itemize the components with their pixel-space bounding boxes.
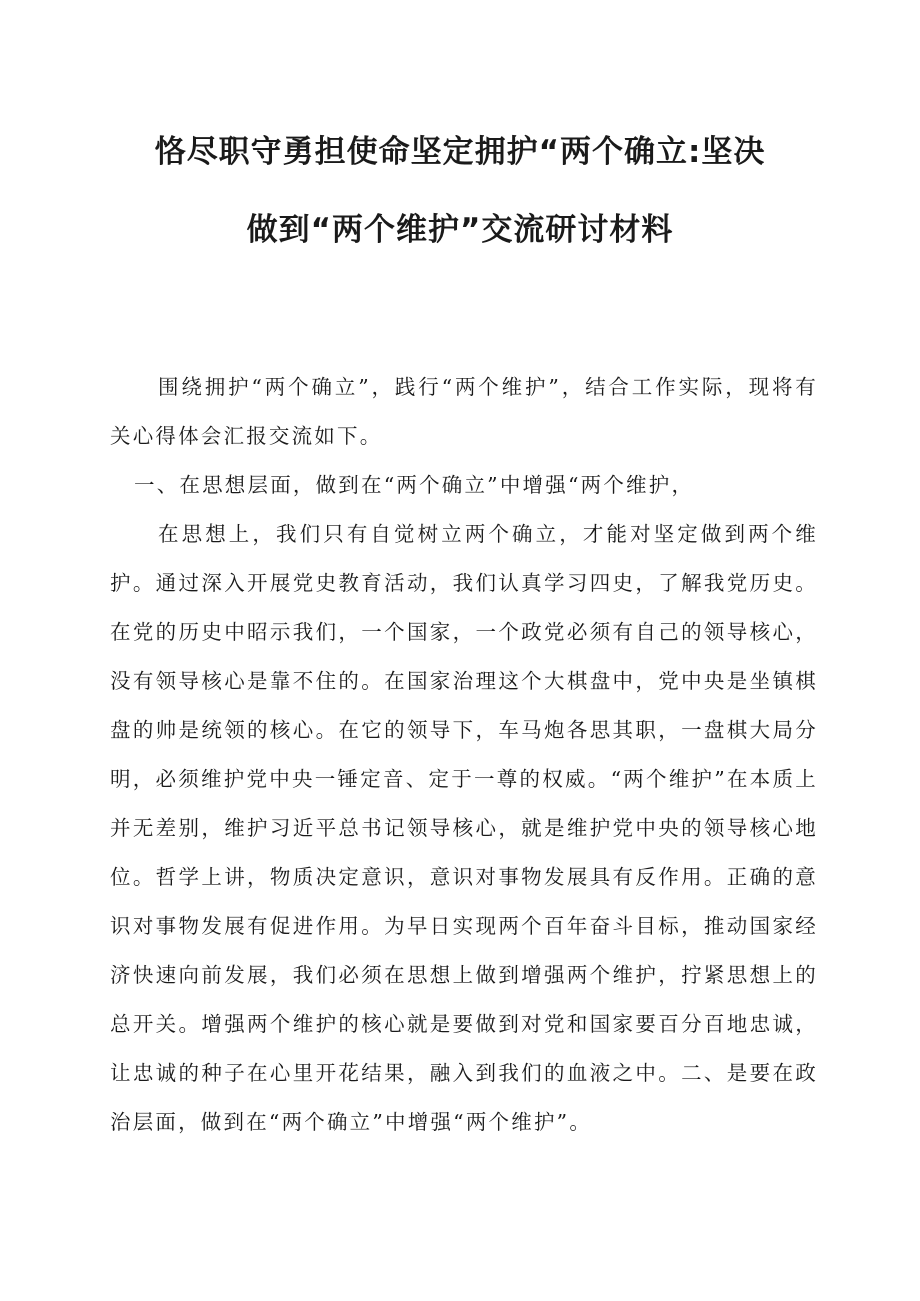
document-title-line-1: 恪尽职守勇担使命坚定拥护“两个确立:坚决 [154,134,766,170]
section-1-heading: 一、在思想层面，做到在“两个确立”中增强“两个维护， [134,473,695,497]
document-title-line-2: 做到“两个维护”交流研讨材料 [246,212,674,248]
section-1-paragraph: 在思想上，我们只有自觉树立两个确立，才能对坚定做到两个维护。通过深入开展党史教育活动，我们认真学习四史，了解我党历史。在党的历史中昭示我们，一个国家，一个政党必须有自己的领导核心，没有领导核心是靠不住的。在国家治理这个大棋盘中，党中央是坐镇棋盘的帅是统领的核心。在它的领导下，车马炮各思其职，一盘棋大局分明，必须维护党中央一锤定音、定于一尊的权威。“两个维护”在本质上并无差别，维护习近平总书记领导核心，就是维护党中央的领导核心地位。哲学上讲，物质决定意识，意识对事物发展具有反作用。正确的意识对事物发展有促进作用。为早日实现两个百年奋斗目标，推动国家经济快速向前发展，我们必须在思想上做到增强两个维护，拧紧思想上的总开关。增强两个维护的核心就是要做到对党和国家要百分百地忠诚，让忠诚的种子在心里开花结果，融入到我们的血液之中。二、是要在政治层面，做到在“两个确立”中增强“两个维护”。 [110,522,818,1134]
intro-paragraph: 围绕拥护“两个确立”，践行“两个维护”，结合工作实际，现将有关心得体会汇报交流如下。 [110,375,818,448]
